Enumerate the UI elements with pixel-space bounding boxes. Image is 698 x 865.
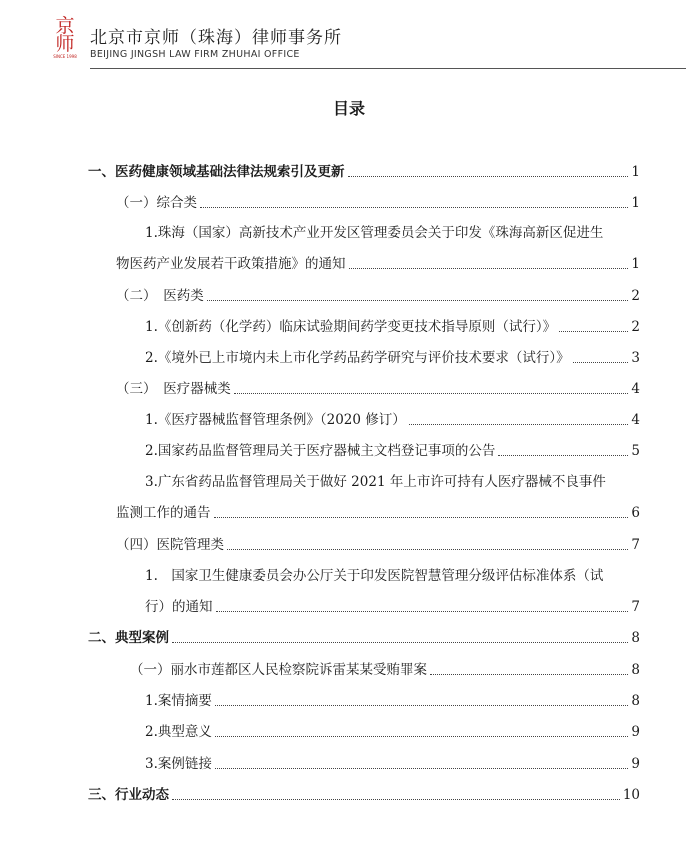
toc-leader — [348, 176, 629, 177]
logo-char-1: 京 — [55, 15, 75, 37]
toc-entry[interactable] — [116, 503, 640, 523]
toc-entry[interactable] — [116, 379, 640, 399]
toc-entry[interactable] — [116, 286, 640, 306]
toc-entry-text: 监测工作的通告 — [116, 505, 211, 521]
toc-entry[interactable] — [88, 628, 640, 648]
logo-since: SINCE 1998 — [53, 54, 77, 59]
toc-page-number: 9 — [631, 756, 640, 772]
toc-leader — [409, 424, 629, 425]
toc-leader — [215, 768, 629, 769]
toc-entry[interactable] — [130, 660, 640, 680]
toc-entry[interactable] — [116, 193, 640, 213]
toc-entry[interactable] — [145, 317, 640, 337]
firm-logo — [46, 12, 84, 60]
toc-page-number: 5 — [631, 443, 640, 459]
toc-leader — [172, 799, 620, 800]
toc-entry-text: （四）医院管理类 — [116, 537, 224, 553]
toc-page-number: 9 — [631, 724, 640, 740]
page-title: 目录 — [332, 99, 365, 118]
toc-entry-text: 一、医药健康领域基础法律法规索引及更新 — [88, 164, 345, 180]
toc-page-number: 4 — [631, 381, 640, 397]
toc-leader — [498, 455, 628, 456]
toc-entry-text: 行）的通知 — [145, 599, 213, 615]
toc-entry-text: （一）综合类 — [116, 195, 197, 211]
toc-page-number: 7 — [631, 599, 640, 615]
toc-leader — [234, 393, 629, 394]
toc-entry[interactable] — [116, 535, 640, 555]
toc-page-number: 8 — [631, 693, 640, 709]
toc-page-number: 7 — [631, 537, 640, 553]
toc-entry-text[interactable]: 3.广东省药品监督管理局关于做好 2021 年上市许可持有人医疗器械不良事件 — [145, 474, 606, 490]
toc-leader — [172, 642, 628, 643]
toc-entry[interactable] — [145, 441, 640, 461]
toc-leader — [573, 362, 629, 363]
toc-leader — [214, 517, 629, 518]
toc-leader — [559, 331, 628, 332]
toc-entry-text: 三、行业动态 — [88, 787, 169, 803]
toc-entry[interactable] — [145, 691, 640, 711]
toc-entry[interactable] — [145, 597, 640, 617]
toc-entry-text: 1.案情摘要 — [145, 693, 212, 709]
toc-entry-text: 二、典型案例 — [88, 630, 169, 646]
toc-leader — [216, 611, 629, 612]
toc-entry-text: 1.《创新药（化学药）临床试验期间药学变更技术指导原则（试行）》 — [145, 319, 557, 335]
toc-leader — [207, 300, 629, 301]
toc-leader — [430, 674, 628, 675]
toc-page-number: 1 — [631, 195, 640, 211]
toc-entry-text: 2.典型意义 — [145, 724, 212, 740]
toc-page-number: 4 — [631, 412, 640, 428]
toc-page-number: 2 — [631, 319, 640, 335]
toc-entry-text: 物医药产业发展若干政策措施》的通知 — [116, 256, 346, 272]
toc-entry[interactable] — [145, 348, 640, 368]
toc-page-number: 2 — [631, 288, 640, 304]
toc-leader — [215, 705, 629, 706]
toc-entry[interactable] — [145, 722, 640, 742]
toc-entry-text: 2.国家药品监督管理局关于医疗器械主文档登记事项的公告 — [145, 443, 496, 459]
toc-entry[interactable] — [88, 785, 640, 805]
toc-leader — [349, 268, 629, 269]
toc-page-number: 1 — [631, 256, 640, 272]
firm-name-chinese: 北京市京师（珠海）律师事务所 — [90, 28, 342, 48]
logo-char-2: 师 — [55, 33, 75, 55]
toc-entry-text: （三） 医疗器械类 — [116, 381, 231, 397]
firm-name-english: BEIJING JINGSH LAW FIRM ZHUHAI OFFICE — [90, 49, 300, 60]
toc-page-number: 10 — [622, 787, 640, 803]
toc-entry-text[interactable]: 1.珠海（国家）高新技术产业开发区管理委员会关于印发《珠海高新区促进生 — [145, 225, 604, 241]
toc-page-number: 3 — [631, 350, 640, 366]
toc-entry-text: （一）丽水市莲都区人民检察院诉雷某某受贿罪案 — [130, 662, 427, 678]
toc-entry-text: 2.《境外已上市境内未上市化学药品药学研究与评价技术要求（试行）》 — [145, 350, 570, 366]
header-divider — [90, 68, 686, 69]
toc-leader — [215, 736, 629, 737]
toc-entry-text: 1.《医疗器械监督管理条例》（2020 修订） — [145, 412, 406, 428]
toc-entry[interactable] — [145, 410, 640, 430]
toc-page-number: 1 — [631, 164, 640, 180]
toc-page-number: 6 — [631, 505, 640, 521]
toc-entry-text: 3.案例链接 — [145, 756, 212, 772]
toc-entry[interactable] — [88, 162, 640, 182]
toc-page-number: 8 — [631, 662, 640, 678]
toc-page-number: 8 — [631, 630, 640, 646]
toc-leader — [227, 549, 628, 550]
toc-entry[interactable] — [116, 254, 640, 274]
toc-entry-text: （二） 医药类 — [116, 288, 204, 304]
toc-leader — [200, 207, 628, 208]
toc-entry[interactable] — [145, 754, 640, 774]
toc-entry-text[interactable]: 1. 国家卫生健康委员会办公厅关于印发医院智慧管理分级评估标准体系（试 — [145, 568, 604, 584]
